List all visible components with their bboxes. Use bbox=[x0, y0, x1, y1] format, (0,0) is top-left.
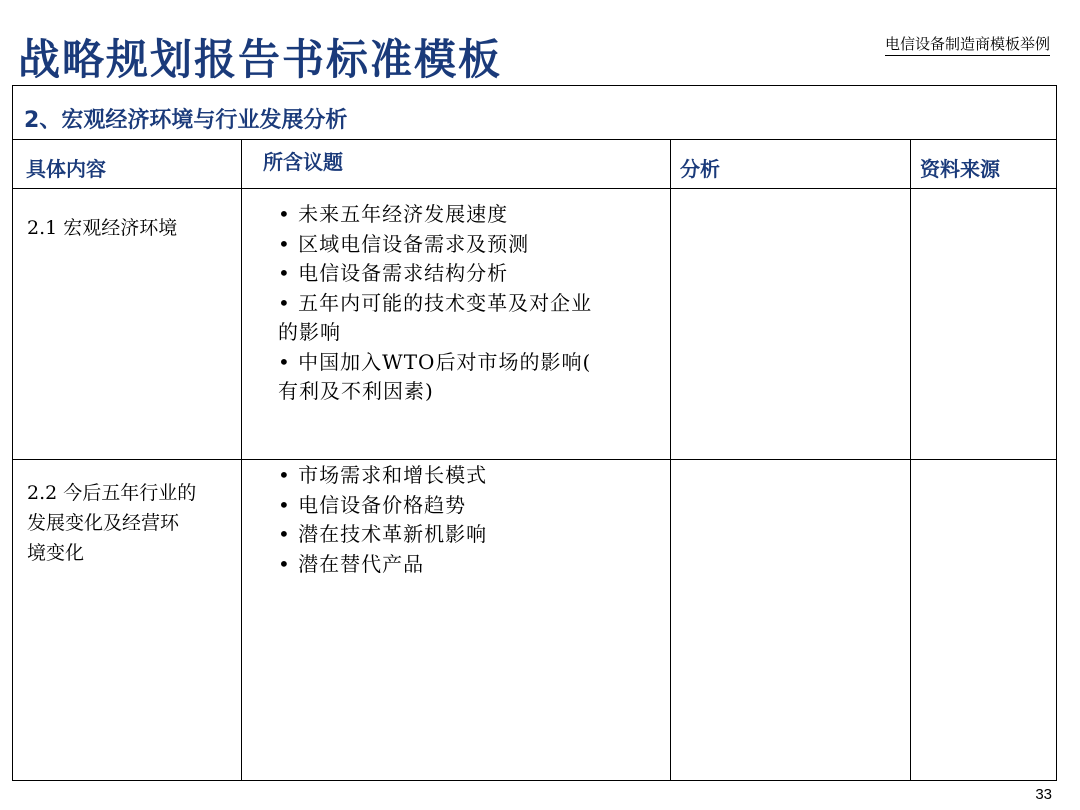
list-item: • 潜在替代产品 bbox=[278, 551, 425, 576]
list-item: • 市场需求和增长模式 bbox=[278, 463, 488, 487]
section-title-text: 、宏观经济环境与行业发展分析 bbox=[39, 107, 348, 133]
list-item: • 电信设备价格趋势 bbox=[278, 492, 467, 517]
column-divider bbox=[670, 140, 671, 781]
row-label-line: 发展变化及经营环 bbox=[27, 512, 180, 534]
column-header-content: 具体内容 bbox=[12, 140, 241, 189]
page-number: 33 bbox=[1035, 786, 1052, 803]
row-divider bbox=[12, 459, 1057, 460]
list-item: • 中国加入WTO后对市场的影响( bbox=[278, 349, 592, 374]
issue-list-industry-outlook bbox=[278, 461, 663, 579]
issue-list-macro-economy bbox=[278, 200, 663, 407]
column-header-source: 资料来源 bbox=[910, 140, 1057, 189]
section-number: 2 bbox=[24, 108, 40, 133]
list-item: 有利及不利因素) bbox=[278, 379, 434, 403]
list-item: • 潜在技术革新机影响 bbox=[278, 522, 488, 546]
row-label-line: 境变化 bbox=[27, 542, 85, 564]
page-title: 战略规划报告书标准模板 bbox=[18, 35, 503, 84]
column-divider bbox=[241, 140, 242, 781]
row-label-macro-economy: 2.1 宏观经济环境 bbox=[27, 217, 178, 239]
table-frame bbox=[12, 85, 1057, 781]
template-example-label: 电信设备制造商模板举例 bbox=[885, 34, 1050, 56]
list-item: • 未来五年经济发展速度 bbox=[278, 202, 509, 226]
column-header-analysis: 分析 bbox=[670, 140, 910, 189]
list-item: • 五年内可能的技术变革及对企业 bbox=[278, 290, 593, 315]
row-label-line: 2.2 今后五年行业的 bbox=[27, 482, 197, 504]
list-item: 的影响 bbox=[278, 320, 341, 344]
column-divider bbox=[910, 140, 911, 781]
section-heading bbox=[12, 85, 1057, 140]
column-header-issues: 所含议题 bbox=[241, 140, 670, 189]
list-item: • 区域电信设备需求及预测 bbox=[278, 231, 530, 256]
list-item: • 电信设备需求结构分析 bbox=[278, 261, 509, 285]
row-label-industry-outlook bbox=[27, 478, 196, 568]
